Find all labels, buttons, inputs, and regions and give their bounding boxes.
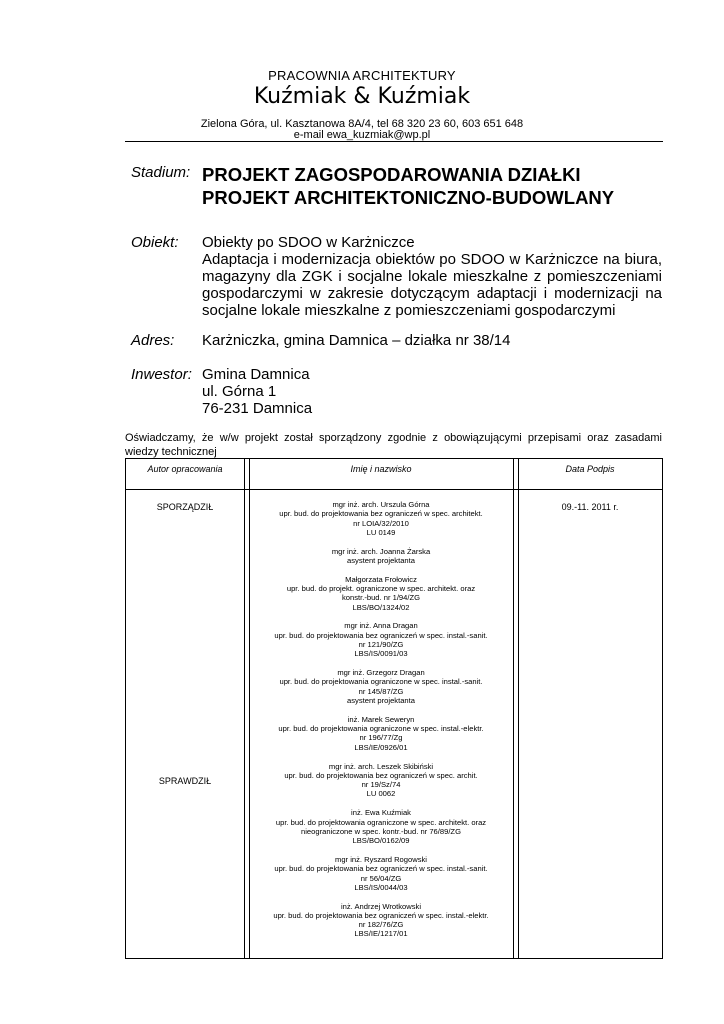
person-line: LBS/IS/0044/03 — [354, 882, 408, 892]
person-entry — [249, 902, 513, 939]
person-entry — [249, 621, 513, 658]
inwestor-line-2: ul. Górna 1 — [202, 383, 277, 400]
person-line: LU 0149 — [366, 527, 396, 537]
person-line: mgr inż. arch. Leszek Skibiński — [328, 761, 434, 771]
inwestor-line-3: 76-231 Damnica — [202, 400, 313, 417]
person-line: upr. bud. do projekt. ograniczone w spec. architekt. oraz — [286, 584, 476, 594]
person-line: upr. bud. do projektowania ograniczone w spec. architekt. oraz — [275, 817, 487, 827]
person-line: konstr.-bud. nr 1/94/ZG — [341, 593, 421, 603]
role-checked: SPRAWDZIŁ — [158, 776, 212, 786]
header-divider — [125, 141, 663, 142]
person-line: mgr inż. Anna Dragan — [344, 621, 418, 631]
person-line: nr 145/87/ZG — [358, 686, 404, 696]
inwestor-line-1: Gmina Damnica — [202, 366, 310, 383]
col-header-name: Imię i nazwisko — [350, 464, 412, 474]
firm-type: PRACOWNIA ARCHITEKTURY — [268, 68, 456, 83]
table-header-divider — [126, 489, 662, 490]
stadium-title-2: PROJEKT ARCHITEKTONICZNO-BUDOWLANY — [202, 187, 615, 208]
person-line: inż. Andrzej Wrotkowski — [340, 901, 422, 911]
signature-table — [125, 458, 663, 959]
person-line: asystent projektanta — [347, 696, 415, 706]
person-line: Małgorzata Frołowicz — [345, 574, 417, 584]
person-line: LU 0062 — [366, 789, 396, 799]
person-line: mgr inż. Ryszard Rogowski — [335, 854, 427, 864]
stadium-title-1: PROJEKT ZAGOSPODAROWANIA DZIAŁKI — [202, 164, 581, 185]
person-line: nr 56/04/ZG — [360, 873, 402, 883]
person-line: inż. Ewa Kuźmiak — [351, 808, 411, 818]
person-line: mgr inż. Grzegorz Dragan — [337, 668, 425, 678]
firm-name: Kuźmiak & Kuźmiak — [253, 84, 471, 109]
person-entry — [249, 715, 513, 752]
col-header-date: Data Podpis — [565, 464, 615, 474]
person-entry — [249, 500, 513, 537]
person-line: mgr inż. arch. Joanna Żarska — [331, 546, 431, 556]
obiekt-description: Adaptacja i modernizacja obiektów po SDOO w Karżniczce na biura, magazyny dla ZGK i socjalne lokale mieszkalne z pomieszczeniami gospodarczymi w zakresie dotyczącym adaptacji i modernizacji na socjalne lokale mieszkalne z pomieszczeniami gospodarczymi — [202, 251, 662, 319]
declaration-text: Oświadczamy, że w/w projekt został sporządzony zgodnie z obowiązującymi przepisami oraz zasadami wiedzy technicznej — [125, 432, 662, 458]
person-line: nieograniczone w spec. kontr.-bud. nr 76/89/ZG — [301, 826, 461, 836]
role-prepared: SPORZĄDZIŁ — [156, 502, 214, 512]
person-line: asystent projektanta — [347, 555, 415, 565]
person-entry — [249, 808, 513, 845]
obiekt-name: Obiekty po SDOO w Karżniczce — [202, 234, 415, 251]
table-col-divider — [244, 459, 245, 958]
person-line: nr LOIA/32/2010 — [353, 518, 409, 528]
person-line: LBS/BO/1324/02 — [352, 602, 410, 612]
person-entry — [249, 547, 513, 566]
person-line: LBS/IE/1217/01 — [354, 929, 408, 939]
person-line: nr 121/90/ZG — [358, 640, 404, 650]
person-line: nr 196/77/Zg — [359, 733, 403, 743]
adres-label: Adres: — [131, 332, 175, 349]
person-line: upr. bud. do projektowania bez ograniczeń w spec. instal.-elektr. — [273, 910, 489, 920]
person-line: upr. bud. do projektowania bez ograniczeń w spec. architekt. — [279, 509, 483, 519]
col-header-author: Autor opracowania — [147, 464, 223, 474]
inwestor-label: Inwestor: — [131, 366, 192, 383]
firm-address: Zielona Góra, ul. Kasztanowa 8A/4, tel 68 320 23 60, 603 651 648 — [200, 118, 524, 130]
person-line: inż. Marek Seweryn — [347, 714, 415, 724]
person-line: upr. bud. do projektowania ograniczone w spec. instal.-sanit. — [279, 677, 483, 687]
table-col-divider — [513, 459, 514, 958]
person-entry — [249, 855, 513, 892]
person-line: LBS/IE/0926/01 — [354, 742, 408, 752]
person-line: LBS/BO/0162/09 — [352, 836, 410, 846]
table-col-divider — [518, 459, 519, 958]
person-line: nr 19/Sz/74 — [361, 780, 401, 790]
person-line: mgr inż. arch. Urszula Górna — [332, 500, 430, 509]
person-line: upr. bud. do projektowania bez ograniczeń w spec. archit. — [284, 770, 478, 780]
person-line: nr 182/76/ZG — [358, 920, 404, 930]
firm-email: e-mail ewa_kuzmiak@wp.pl — [293, 129, 431, 141]
person-entry — [249, 668, 513, 705]
person-line: upr. bud. do projektowania bez ograniczeń w spec. instal.-sanit. — [274, 864, 488, 874]
people-list — [249, 500, 513, 948]
person-entry — [249, 575, 513, 612]
person-line: upr. bud. do projektowania ograniczone w spec. instal.-elektr. — [278, 724, 484, 734]
adres-value: Karżniczka, gmina Damnica – działka nr 38/14 — [202, 332, 511, 349]
person-line: LBS/IS/0091/03 — [354, 649, 408, 659]
date-value: 09.-11. 2011 r. — [561, 502, 619, 512]
stadium-label: Stadium: — [131, 164, 191, 181]
obiekt-label: Obiekt: — [131, 234, 179, 251]
person-entry — [249, 762, 513, 799]
person-line: upr. bud. do projektowania bez ograniczeń w spec. instal.-sanit. — [274, 630, 488, 640]
